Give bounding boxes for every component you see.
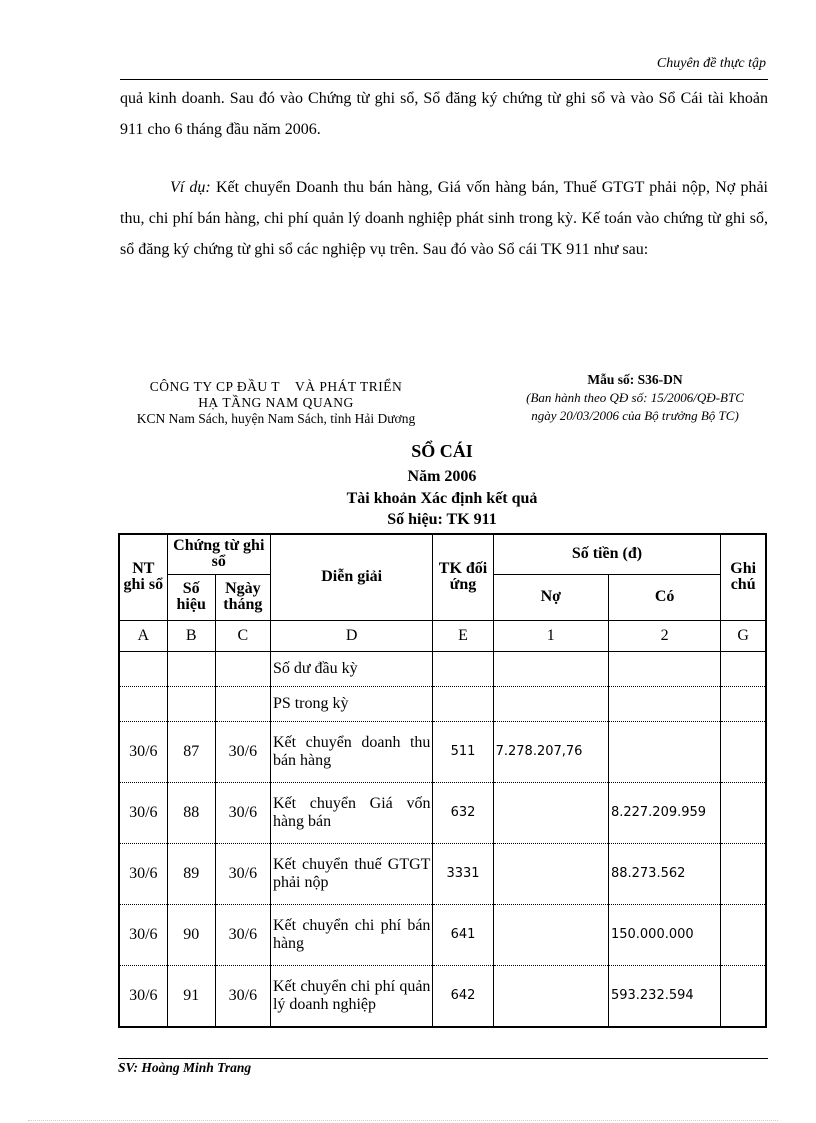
table-row: [119, 686, 766, 721]
cell-tk: 511: [433, 721, 493, 782]
cell-dien-giai: PS trong kỳ: [270, 686, 433, 721]
cell-co: [608, 686, 720, 721]
cell-so-hieu: 90: [167, 904, 215, 965]
footer-divider: [118, 1058, 768, 1059]
paragraph-intro: quả kinh doanh. Sau đó vào Chứng từ ghi sổ, Sổ đăng ký chứng từ ghi sổ và vào Sổ Cái tài khoản 911 cho 6 tháng đầu năm 2006.: [120, 90, 768, 138]
header-ghi-chu: Ghi chú: [721, 534, 766, 620]
header-so-tien: Số tiền (đ): [493, 534, 721, 574]
cell-dien-giai: Số dư đầu kỳ: [270, 651, 433, 686]
cell-no: [493, 904, 608, 965]
header-chung-tu: Chứng từ ghi sổ: [167, 534, 270, 574]
cell-dien-giai: Kết chuyển thuế GTGT phải nộp: [270, 843, 433, 904]
company-address: KCN Nam Sách, huyện Nam Sách, tỉnh Hải Dương: [136, 411, 416, 426]
header-nt: NT ghi sổ: [119, 534, 167, 620]
cell-nt: 30/6: [119, 965, 167, 1027]
header-dien-giai: Diễn giải: [270, 534, 433, 620]
table-row: [119, 721, 766, 782]
cell-ghi-chu: [721, 721, 766, 782]
ledger-year: Năm 2006: [407, 468, 477, 485]
cell-no: 7.278.207,76: [493, 721, 608, 782]
table-row: [119, 843, 766, 904]
cell-co: [608, 651, 720, 686]
cell-tk: 641: [433, 904, 493, 965]
company-name-line1: CÔNG TY CP ĐẦU T VÀ PHÁT TRIỂN: [149, 379, 403, 394]
cell-ghi-chu: [721, 782, 766, 843]
cell-co: 150.000.000: [608, 904, 720, 965]
cell-dien-giai: Kết chuyển chi phí quản lý doanh nghiệp: [270, 965, 433, 1027]
cell-ngay: 30/6: [215, 843, 270, 904]
form-info: [500, 371, 770, 425]
cell-tk: 642: [433, 965, 493, 1027]
cell-ghi-chu: [721, 843, 766, 904]
cell-nt: 30/6: [119, 782, 167, 843]
page-header-title: Chuyên đề thực tập: [656, 56, 766, 71]
cell-dien-giai: Kết chuyển doanh thu bán hàng: [270, 721, 433, 782]
cell-nt: 30/6: [119, 843, 167, 904]
letter-cell: B: [167, 620, 215, 651]
cell-no: [493, 843, 608, 904]
footer-author: SV: Hoàng Minh Trang: [118, 1060, 252, 1075]
form-code: Mẫu số: S36-DN: [587, 372, 683, 387]
column-letter-row: [119, 620, 766, 651]
company-name-line2: HẠ TẦNG NAM QUANG: [198, 395, 354, 410]
cell-so-hieu: 89: [167, 843, 215, 904]
table-row: [119, 651, 766, 686]
ledger-title: SỔ CÁI: [411, 441, 473, 461]
ledger-table: [118, 533, 767, 1028]
cell-ghi-chu: [721, 651, 766, 686]
header-divider: [120, 79, 768, 80]
cell-dien-giai: Kết chuyển Giá vốn hàng bán: [270, 782, 433, 843]
header-tk-doi-ung: TK đối ứng: [433, 534, 493, 620]
cell-nt: 30/6: [119, 904, 167, 965]
letter-cell: E: [433, 620, 493, 651]
cell-tk: 632: [433, 782, 493, 843]
cell-ghi-chu: [721, 904, 766, 965]
page-bottom-dotted-line: [28, 1120, 778, 1121]
cell-co: 8.227.209.959: [608, 782, 720, 843]
table-row: [119, 904, 766, 965]
letter-cell: G: [721, 620, 766, 651]
letter-cell: C: [215, 620, 270, 651]
cell-tk: [433, 686, 493, 721]
cell-ngay: 30/6: [215, 904, 270, 965]
cell-co: 88.273.562: [608, 843, 720, 904]
cell-ngay: [215, 686, 270, 721]
form-note-line1: (Ban hành theo QĐ số: 15/2006/QĐ-BTC: [526, 390, 744, 405]
cell-ngay: 30/6: [215, 721, 270, 782]
cell-ghi-chu: [721, 686, 766, 721]
letter-cell: 1: [493, 620, 608, 651]
company-info: [106, 379, 446, 427]
cell-ghi-chu: [721, 965, 766, 1027]
cell-so-hieu: [167, 651, 215, 686]
ledger-account-number: Số hiệu: TK 911: [387, 511, 497, 528]
example-text: Kết chuyển Doanh thu bán hàng, Giá vốn hàng bán, Thuế GTGT phải nộp, Nợ phải thu, chi phí bán hàng, chi phí quản lý doanh nghiệp phát sinh trong kỳ. Kế toán vào chứng từ ghi sổ, sổ đăng ký chứng từ ghi sổ các nghiệp vụ trên. Sau đó vào Sổ cái TK 911 như sau:: [120, 179, 769, 258]
paragraph-example: [120, 172, 768, 265]
cell-so-hieu: 91: [167, 965, 215, 1027]
table-row: [119, 782, 766, 843]
cell-ngay: 30/6: [215, 965, 270, 1027]
header-so-hieu: Số hiệu: [167, 574, 215, 620]
cell-dien-giai: Kết chuyển chi phí bán hàng: [270, 904, 433, 965]
header-ngay-thang: Ngày tháng: [215, 574, 270, 620]
letter-cell: D: [270, 620, 433, 651]
cell-co: 593.232.594: [608, 965, 720, 1027]
cell-tk: 3331: [433, 843, 493, 904]
cell-no: [493, 782, 608, 843]
header-no: Nợ: [493, 574, 608, 620]
header-co: Có: [608, 574, 720, 620]
cell-nt: 30/6: [119, 721, 167, 782]
table-row: [119, 965, 766, 1027]
cell-tk: [433, 651, 493, 686]
cell-nt: [119, 651, 167, 686]
cell-no: [493, 651, 608, 686]
cell-ngay: [215, 651, 270, 686]
example-label: Ví dụ:: [170, 179, 211, 196]
cell-co: [608, 721, 720, 782]
cell-ngay: 30/6: [215, 782, 270, 843]
form-note-line2: ngày 20/03/2006 của Bộ trưởng Bộ TC): [531, 408, 739, 423]
cell-no: [493, 686, 608, 721]
cell-so-hieu: 88: [167, 782, 215, 843]
cell-nt: [119, 686, 167, 721]
letter-cell: A: [119, 620, 167, 651]
ledger-account: Tài khoản Xác định kết quả: [346, 490, 538, 507]
cell-so-hieu: 87: [167, 721, 215, 782]
cell-no: [493, 965, 608, 1027]
cell-so-hieu: [167, 686, 215, 721]
letter-cell: 2: [608, 620, 720, 651]
